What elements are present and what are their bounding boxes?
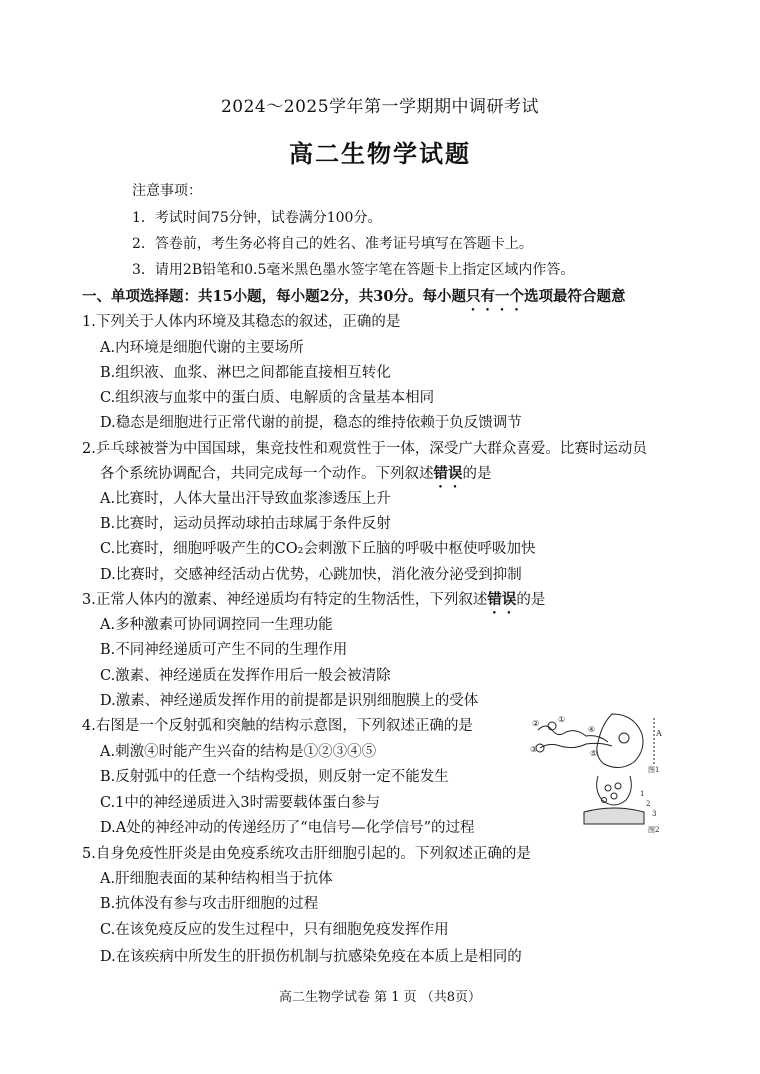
question-option: B.比赛时，运动员挥动球拍击球属于条件反射 — [100, 516, 391, 532]
question-stem: 4.右图是一个反射弧和突触的结构示意图，下列叙述正确的是 — [82, 718, 473, 734]
subject-title: 高二生物学试题 — [289, 139, 471, 168]
question-option: B.抗体没有参与攻击肝细胞的过程 — [100, 896, 319, 912]
vesicle — [615, 783, 621, 789]
question-option: D.激素、神经递质发挥作用的前提都是识别细胞膜上的受体 — [100, 693, 479, 709]
label-1: 1 — [640, 790, 645, 798]
question-stem: 2.乒乓球被誉为中国国球，集竞技性和观赏性于一体，深受广大群众喜爱。比赛时运动员 — [82, 441, 647, 457]
question-option: A.肝细胞表面的某种结构相当于抗体 — [100, 871, 333, 887]
notes-item: 2．答卷前，考生务必将自己的姓名、准考证号填写在答题卡上。 — [132, 236, 533, 252]
stem-prefix: 各个系统协调配合，共同完成每一个动作。下列叙述 — [100, 466, 434, 482]
stem-emphasis: 错误 — [433, 465, 463, 482]
question-option: D.稳态是细胞进行正常代谢的前提，稳态的维持依赖于负反馈调节 — [100, 415, 522, 431]
question-option: A.刺激④时能产生兴奋的结构是①②③④⑤ — [100, 744, 377, 760]
label-circle-5: ⑤ — [590, 749, 598, 758]
exam-title: 2024～2025学年第一学期期中调研考试 — [220, 97, 540, 117]
label-3: 3 — [652, 810, 657, 818]
postsynaptic-membrane — [584, 808, 644, 824]
label-circle-3: ③ — [530, 745, 538, 754]
stem-suffix: 的是 — [516, 592, 546, 608]
section-heading-prefix: 一、单项选择题：共15小题，每小题2分，共30分。每小题 — [82, 288, 466, 305]
neuron-body — [619, 733, 629, 743]
question-option: C.1中的神经递质进入3时需要载体蛋白参与 — [100, 795, 381, 811]
reflex-arc-synapse-figure — [528, 712, 678, 836]
section-heading-emphasis: 只有一个 — [465, 288, 524, 305]
question-option: A.多种激素可协同调控同一生理功能 — [100, 617, 333, 633]
label-circle-2: ② — [532, 719, 540, 728]
question-option: C.组织液与血浆中的蛋白质、电解质的含量基本相同 — [100, 390, 435, 406]
vesicle — [605, 785, 611, 791]
stem-emphasis: 错误 — [487, 591, 517, 608]
question-stem: 1.下列关于人体内环境及其稳态的叙述，正确的是 — [82, 314, 401, 330]
question-option: C.比赛时，细胞呼吸产生的CO₂会刺激下丘脑的呼吸中枢使呼吸加快 — [100, 541, 536, 557]
question-option: D.比赛时，交感神经活动占优势，心跳加快，消化液分泌受到抑制 — [100, 567, 522, 583]
question-option: B.不同神经递质可产生不同的生理作用 — [100, 642, 348, 658]
section-heading-suffix: 选项最符合题意 — [523, 288, 626, 305]
receptor-circle — [548, 722, 556, 730]
question-option: C.在该免疫反应的发生过程中，只有细胞免疫发挥作用 — [100, 922, 449, 938]
stem-suffix: 的是 — [462, 466, 492, 482]
question-option: B.组织液、血浆、淋巴之间都能直接相互转化 — [100, 365, 391, 381]
question-stem: 5.自身免疫性肝炎是由免疫系统攻击肝细胞引起的。下列叙述正确的是 — [82, 846, 531, 862]
label-circle-4: ④ — [588, 725, 596, 734]
label-A: A — [656, 729, 662, 738]
reflex-arc-diagram — [536, 714, 654, 768]
question-option: C.激素、神经递质在发挥作用后一般会被清除 — [100, 668, 391, 684]
notes-item: 3．请用2B铅笔和0.5毫米黑色墨水签字笔在答题卡上指定区域内作答。 — [132, 262, 575, 278]
question-option: B.反射弧中的任意一个结构受损，则反射一定不能发生 — [100, 769, 449, 785]
question-option: D.在该疾病中所发生的肝损伤机制与抗感染免疫在本质上是相同的 — [100, 949, 522, 965]
label-2: 2 — [646, 800, 651, 808]
question-option: A.比赛时，人体大量出汗导致血浆渗透压上升 — [100, 491, 391, 507]
vesicle — [611, 793, 617, 799]
notes-item: 1．考试时间75分钟，试卷满分100分。 — [132, 210, 382, 226]
efferent-nerve-line — [540, 743, 612, 748]
question-option: A.内环境是细胞代谢的主要场所 — [100, 340, 304, 356]
synapse-diagram — [584, 776, 644, 824]
page-footer: 高二生物学试卷 第 1 页 （共8页） — [278, 990, 482, 1005]
label-circle-1: ① — [558, 715, 566, 724]
stem-prefix: 3.正常人体内的激素、神经递质均有特定的生物活性，下列叙述 — [82, 592, 488, 608]
label-fig1: 图1 — [648, 766, 660, 774]
notes-heading: 注意事项： — [132, 183, 202, 199]
question-option: D.A处的神经冲动的传递经历了“电信号—化学信号”的过程 — [100, 820, 475, 836]
label-fig2: 图2 — [648, 826, 660, 834]
